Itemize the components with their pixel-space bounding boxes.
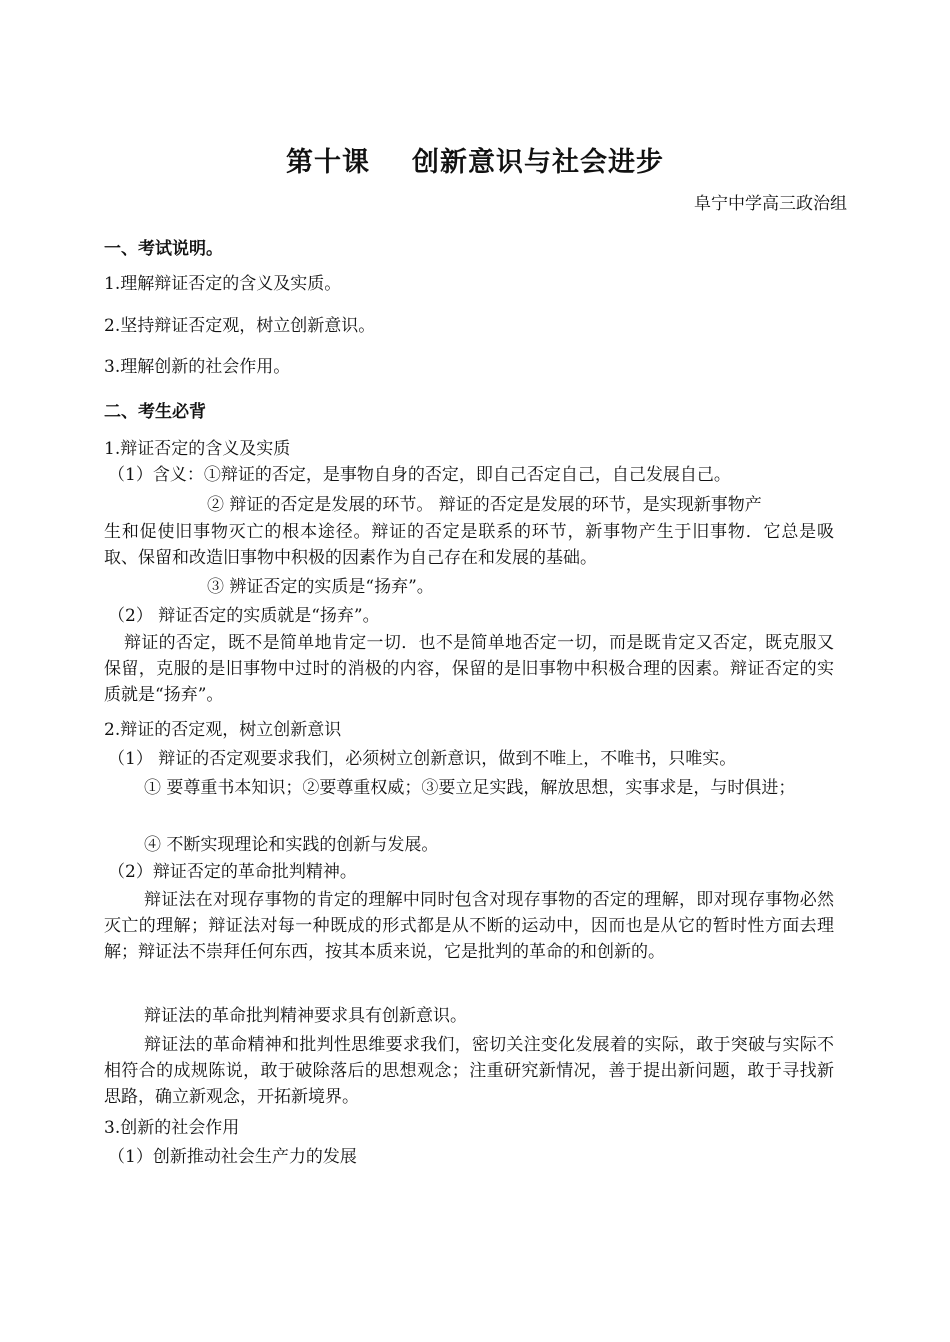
dialectics-paragraph-1: 辩证法在对现存事物的肯定的理解中同时包含对现存事物的否定的理解，即对现存事物必然灭亡的理解；辩证法对每一种既成的形式都是从不断的运动中，因而也是从它的暂时性方面去理解；辩证法不崇拜任何东西，按其本质来说，它是批判的革命的和创新的。 xyxy=(104,890,834,962)
definition-line-1: （1）含义：①辩证的否定，是事物自身的否定，即自己否定自己，自己发展自己。 xyxy=(108,465,731,485)
subsection-title-2: 2.辩证的否定观，树立创新意识 xyxy=(104,720,342,740)
definition-line-2: ② 辩证的否定是发展的环节。 辩证的否定是发展的环节，是实现新事物产 xyxy=(207,495,762,515)
subsection-title-1: 1.辩证否定的含义及实质 xyxy=(104,439,291,459)
exam-item-3: 3.理解创新的社会作用。 xyxy=(104,357,291,377)
view-line-2: ① 要尊重书本知识；②要尊重权威；③要立足实践，解放思想，实事求是，与时俱进； xyxy=(144,778,796,798)
dialectics-paragraph-2: 辩证法的革命批判精神要求具有创新意识。 xyxy=(144,1006,467,1026)
title-topic: 创新意识与社会进步 xyxy=(412,147,664,178)
definition-line-3: ③ 辨证否定的实质是“扬弃”。 xyxy=(207,577,434,597)
critical-spirit-heading: （2）辩证否定的革命批判精神。 xyxy=(108,862,357,882)
social-role-line-1: （1）创新推动社会生产力的发展 xyxy=(108,1147,357,1167)
section-heading-exam: 一、考试说明。 xyxy=(104,239,223,259)
page-title xyxy=(0,140,950,179)
exam-item-1: 1.理解辩证否定的含义及实质。 xyxy=(104,274,342,294)
dialectics-paragraph-3: 辩证法的革命精神和批判性思维要求我们，密切关注变化发展着的实际，敢于突破与实际不相符合的成规陈说，敢于破除落后的思想观念；注重研究新情况，善于提出新问题，敢于寻找新思路，确立新观念，开拓新境界。 xyxy=(104,1035,834,1107)
exam-item-2: 2.坚持辩证否定观，树立创新意识。 xyxy=(104,316,376,336)
title-lesson: 第十课 xyxy=(286,147,370,178)
definition-line-2-cont: 生和促使旧事物灭亡的根本途径。辩证的否定是联系的环节，新事物产生于旧事物．它总是吸取、保留和改造旧事物中积极的因素作为自己存在和发展的基础。 xyxy=(104,522,834,568)
section-heading-memorize: 二、考生必背 xyxy=(104,402,206,422)
view-line-1: （1） 辩证的否定观要求我们，必须树立创新意识，做到不唯上，不唯书，只唯实。 xyxy=(108,749,737,769)
essence-heading: （2） 辩证否定的实质就是“扬弃”。 xyxy=(108,606,380,626)
author-line: 阜宁中学高三政治组 xyxy=(694,194,847,214)
view-line-3: ④ 不断实现理论和实践的创新与发展。 xyxy=(144,835,439,855)
subsection-title-3: 3.创新的社会作用 xyxy=(104,1118,240,1138)
essence-paragraph: 辩证的否定，既不是简单地肯定一切．也不是简单地否定一切，而是既肯定又否定，既克服又保留，克服的是旧事物中过时的消极的内容，保留的是旧事物中积极合理的因素。辩证否定的实质就是“扬弃”。 xyxy=(104,633,834,705)
